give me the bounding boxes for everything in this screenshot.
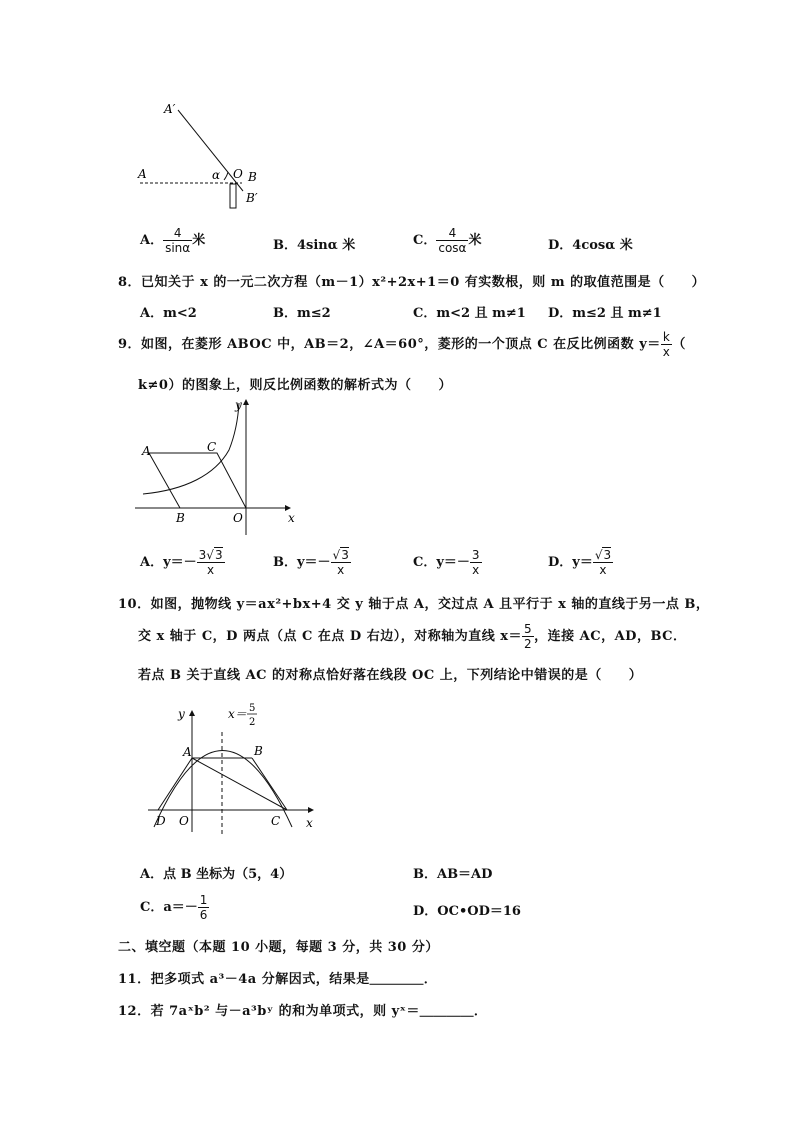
q8-option-c: C．m<2 且 m≠1 [413,306,526,321]
q8-option-b: B．m≤2 [273,306,331,321]
q9-stem-line1 [118,330,686,359]
q7-angle-arc [224,172,228,180]
q7-option-d-label: D． [548,238,573,253]
q9-option-c-label: C．y＝－ [413,555,470,570]
q10-option-c-fraction [198,893,210,922]
q9-d-denominator: x [599,563,607,577]
q10-option-b: B．AB＝AD [413,867,493,882]
q7-option-a [140,226,205,255]
q8-option-a: A．m<2 [140,306,197,321]
q7-c-unit: 米 [468,233,482,248]
q7-option-c-label: C． [413,233,437,248]
q9-option-a-label: A．y＝－ [140,555,197,570]
q7-c-denominator: cosα [438,241,467,255]
q7-label-b-prime: B′ [246,191,258,205]
q9-option-d [548,548,613,577]
q10-label-x: x [306,816,313,830]
q9-label-b: B [176,511,185,525]
q7-figure [130,98,270,218]
q10-segment-ac [192,758,287,810]
q9-label-o: O [233,511,243,525]
q9-paren: （ [672,337,686,352]
q7-a-unit: 米 [192,233,206,248]
q7-option-d-text: 4cosα 米 [572,238,633,253]
q9-option-a [140,548,225,577]
q7-a-denominator: sinα [165,241,191,255]
q7-option-a-label: A． [140,233,164,248]
q9-c-denominator: x [472,563,480,577]
q10-label-y: y [178,707,185,721]
q10-label-axis-den: 2 [249,717,256,728]
q9-option-b-label: B．y＝－ [273,555,331,570]
q10-option-a: A．点 B 坐标为（5，4） [140,867,293,882]
q9-line1-text: 9．如图，在菱形 ABOC 中，AB＝2，∠A＝60°，菱形的一个顶点 C 在反比例函数 y＝ [118,337,661,352]
q8-stem: 8．已知关于 x 的一元二次方程（m－1）x²+2x+1＝0 有实数根，则 m 的取值范围是（ ） [118,275,706,290]
q9-option-b [273,548,351,577]
q10-c-numerator: 1 [199,893,208,907]
q8-option-d: D．m≤2 且 m≠1 [548,306,662,321]
q9-stem-line2: k≠0）的图象上，则反比例函数的解析式为（ ） [138,378,452,393]
q10-label-a: A [183,745,192,759]
q10-axis-num: 5 [523,622,533,636]
q10-stem-line1: 10．如图，抛物线 y＝ax²+bx+4 交 y 轴于点 A，交过点 A 且平行于 x 轴的直线于另一点 B， [118,597,710,612]
q9-b-radicand: 3 [341,548,349,562]
q9-a-coef: 3 [198,548,207,562]
section-2-heading: 二、填空题（本题 10 小题，每题 3 分，共 30 分） [118,940,439,955]
q10-stem-line3: 若点 B 关于直线 AC 的对称点恰好落在线段 OC 上，下列结论中错误的是（ ） [138,668,643,683]
q7-pole [230,184,236,208]
q10-option-c-label: C．a＝－ [140,900,198,915]
q7-label-o: O [233,167,243,181]
q9-option-d-label: D．y＝ [548,555,593,570]
q10-line2-post: ，连接 AC，AD，BC． [534,629,687,644]
q10-y-axis-arrow [189,710,195,716]
q7-label-a: A [138,167,147,181]
q9-option-d-fraction [593,548,613,577]
q10-option-c [140,893,209,922]
q10-label-d: D [156,814,166,828]
q9-a-numerator: 3√3 [198,548,223,562]
q9-frac-den: x [662,345,671,359]
q12-stem: 12．若 7aˣb² 与－a³bʸ 的和为单项式，则 yˣ＝＿＿＿＿． [118,1004,488,1019]
q9-label-y: y [235,398,242,412]
q7-option-c [413,226,481,255]
q9-y-axis-arrow [243,399,249,405]
q10-segment-ad [158,758,192,810]
q7-option-a-fraction [163,226,192,255]
q9-option-a-fraction [197,548,225,577]
q9-option-c-fraction [470,548,482,577]
q10-line2-pre: 交 x 轴于 C，D 两点（点 C 在点 D 右边），对称轴为直线 x＝ [138,629,522,644]
q10-option-d: D．OC•OD＝16 [413,904,521,919]
q9-b-denominator: x [337,563,345,577]
q9-c-numerator: 3 [471,548,480,562]
q9-hyperbola-curve [143,403,239,494]
q10-x-axis-arrow [308,807,314,813]
q10-stem-line2 [138,622,687,651]
q9-function-fraction [661,330,673,359]
q7-option-c-fraction [436,226,468,255]
q10-figure [140,702,330,842]
q7-a-numerator: 4 [163,226,192,241]
q9-d-radicand: 3 [603,548,612,562]
q10-label-b: B [254,744,263,758]
q9-label-c: C [207,440,217,454]
q7-option-b-label: B． [273,238,297,253]
q11-stem: 11．把多项式 a³－4a 分解因式，结果是＿＿＿＿． [118,972,438,987]
q10-label-axis: x＝ [228,707,247,721]
q7-option-b-text: 4sinα 米 [297,238,356,253]
q7-option-d [548,234,633,253]
q9-b-numerator: √3 [332,548,349,562]
q10-segment-bc [252,758,287,810]
q9-rhombus-aboc [149,453,246,508]
q9-a-radicand: 3 [214,548,223,562]
q7-label-a-prime: A′ [164,102,176,116]
q9-figure [135,395,305,540]
q7-label-alpha: α [212,168,221,182]
q9-a-denominator: x [207,563,215,577]
q9-frac-num: k [661,330,673,345]
q10-label-c: C [271,814,281,828]
q10-label-axis-num: 5 [249,703,256,714]
q9-label-x: x [288,511,295,525]
q10-axis-den: 2 [523,637,533,651]
q7-label-b: B [248,170,257,184]
q9-option-b-fraction [331,548,351,577]
q9-label-a: A [142,444,151,458]
q10-c-denominator: 6 [199,908,208,922]
q10-axis-fraction [522,622,534,651]
q9-option-c [413,548,482,577]
q10-label-o: O [179,814,189,828]
q7-c-numerator: 4 [436,226,468,241]
q7-option-b [273,234,355,253]
q9-d-numerator: √3 [594,548,612,562]
